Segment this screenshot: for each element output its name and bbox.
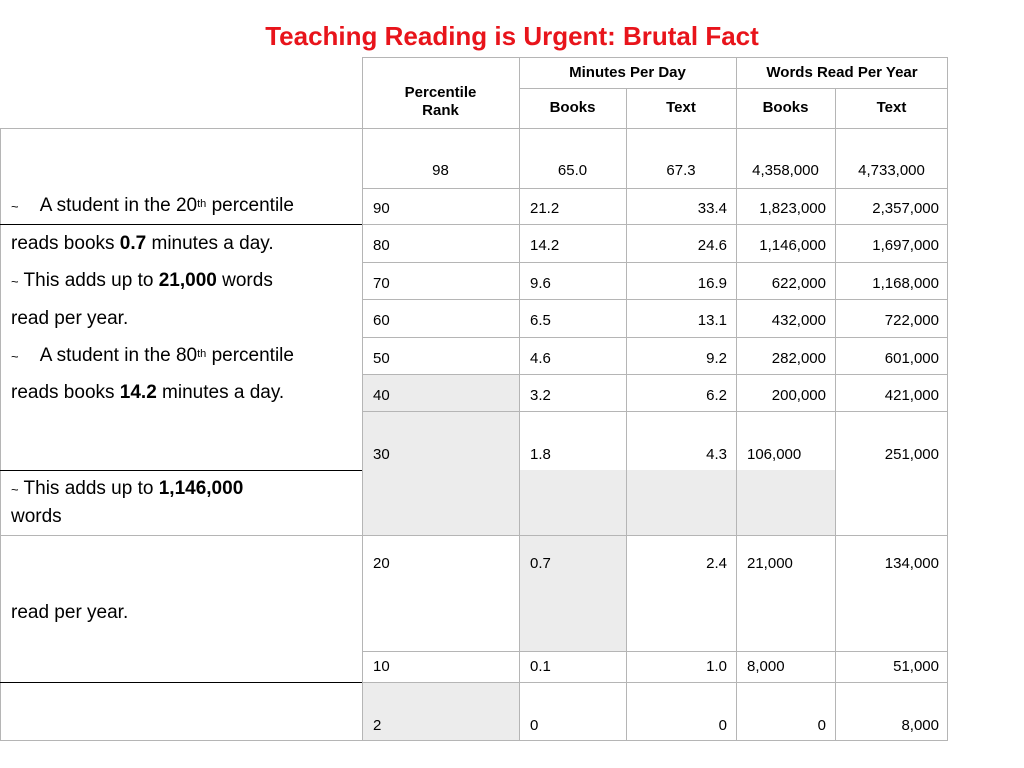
cell-min-books: 21.2	[530, 200, 560, 217]
cell-rank: 40	[373, 387, 390, 404]
cell-words-books: 200,000	[771, 387, 826, 404]
cell-min-books: 9.6	[530, 275, 551, 292]
cell-min-books: 6.5	[530, 312, 551, 329]
cell-words-books: 106,000	[747, 446, 802, 463]
cell-words-books: 8,000	[747, 658, 785, 675]
cell-rank: 30	[373, 446, 390, 463]
header-minutes-per-day: Minutes Per Day	[569, 64, 686, 81]
cell-words-books: 1,146,000	[759, 237, 826, 254]
cell-words-text: 134,000	[884, 555, 939, 572]
cell-rank: 98	[432, 162, 449, 179]
header-words-per-year: Words Read Per Year	[766, 64, 918, 81]
cell-min-text: 9.2	[706, 350, 727, 367]
cell-min-text: 16.9	[697, 275, 727, 292]
page-title: Teaching Reading is Urgent: Brutal Fact	[265, 21, 759, 51]
cell-min-text: 6.2	[706, 387, 727, 404]
shade-row-30	[519, 470, 835, 535]
cell-min-books: 0	[530, 717, 539, 734]
cell-min-books: 65.0	[557, 162, 588, 179]
note-line-2: reads books 0.7 minutes a day.	[11, 233, 274, 254]
cell-min-books: 14.2	[530, 237, 560, 254]
cell-words-text: 2,357,000	[872, 200, 939, 217]
cell-min-text: 4.3	[706, 446, 727, 463]
cell-words-books: 0	[817, 717, 826, 734]
header-percentile-rank: Percentile Rank	[404, 84, 477, 119]
cell-min-text: 1.0	[706, 658, 727, 675]
cell-rank: 90	[373, 200, 390, 217]
cell-min-text: 33.4	[697, 200, 727, 217]
note-line-4: read per year.	[11, 308, 129, 329]
note-line-5: ~ A student in the 80th percentile	[11, 345, 294, 366]
cell-words-text: 1,168,000	[872, 275, 939, 292]
cell-words-text: 722,000	[884, 312, 939, 329]
cell-words-books: 4,358,000	[752, 162, 819, 179]
cell-rank: 10	[373, 658, 390, 675]
note-line-8: read per year.	[11, 602, 129, 623]
cell-min-text: 13.1	[697, 312, 727, 329]
cell-min-text: 67.3	[666, 162, 696, 179]
cell-words-text: 421,000	[884, 387, 939, 404]
cell-rank: 70	[373, 275, 390, 292]
cell-words-books: 432,000	[771, 312, 826, 329]
header-words-text: Text	[876, 99, 907, 116]
cell-min-books: 4.6	[530, 350, 551, 367]
cell-words-text: 51,000	[893, 658, 939, 675]
note-line-7b: words	[11, 506, 62, 527]
cell-min-text: 0	[718, 717, 727, 734]
cell-min-books: 0.7	[530, 555, 551, 572]
cell-rank: 60	[373, 312, 390, 329]
cell-min-books: 3.2	[530, 387, 551, 404]
cell-min-text: 24.6	[697, 237, 727, 254]
cell-rank: 20	[373, 555, 390, 572]
cell-words-text: 601,000	[884, 350, 939, 367]
cell-words-books: 21,000	[747, 555, 793, 572]
cell-words-text: 1,697,000	[872, 237, 939, 254]
cell-words-books: 622,000	[771, 275, 826, 292]
cell-min-books: 0.1	[530, 658, 551, 675]
cell-words-books: 1,823,000	[759, 200, 826, 217]
note-line-6: reads books 14.2 minutes a day.	[11, 382, 285, 403]
cell-words-books: 282,000	[771, 350, 826, 367]
cell-min-text: 2.4	[706, 555, 727, 572]
header-words-books: Books	[762, 99, 809, 116]
cell-rank: 2	[373, 717, 382, 734]
cell-words-text: 251,000	[884, 446, 939, 463]
cell-rank: 50	[373, 350, 390, 367]
cell-words-text: 4,733,000	[858, 162, 925, 179]
note-line-7: ~ This adds up to 1,146,000	[11, 478, 244, 499]
note-line-3: ~ This adds up to 21,000 words	[11, 270, 273, 291]
cell-min-books: 1.8	[530, 446, 551, 463]
cell-words-text: 8,000	[901, 717, 939, 734]
header-minutes-text: Text	[666, 99, 696, 116]
cell-rank: 80	[373, 237, 390, 254]
header-minutes-books: Books	[549, 99, 596, 116]
note-line-1: ~ A student in the 20th percentile	[11, 195, 294, 216]
shade-books-20	[519, 535, 626, 651]
